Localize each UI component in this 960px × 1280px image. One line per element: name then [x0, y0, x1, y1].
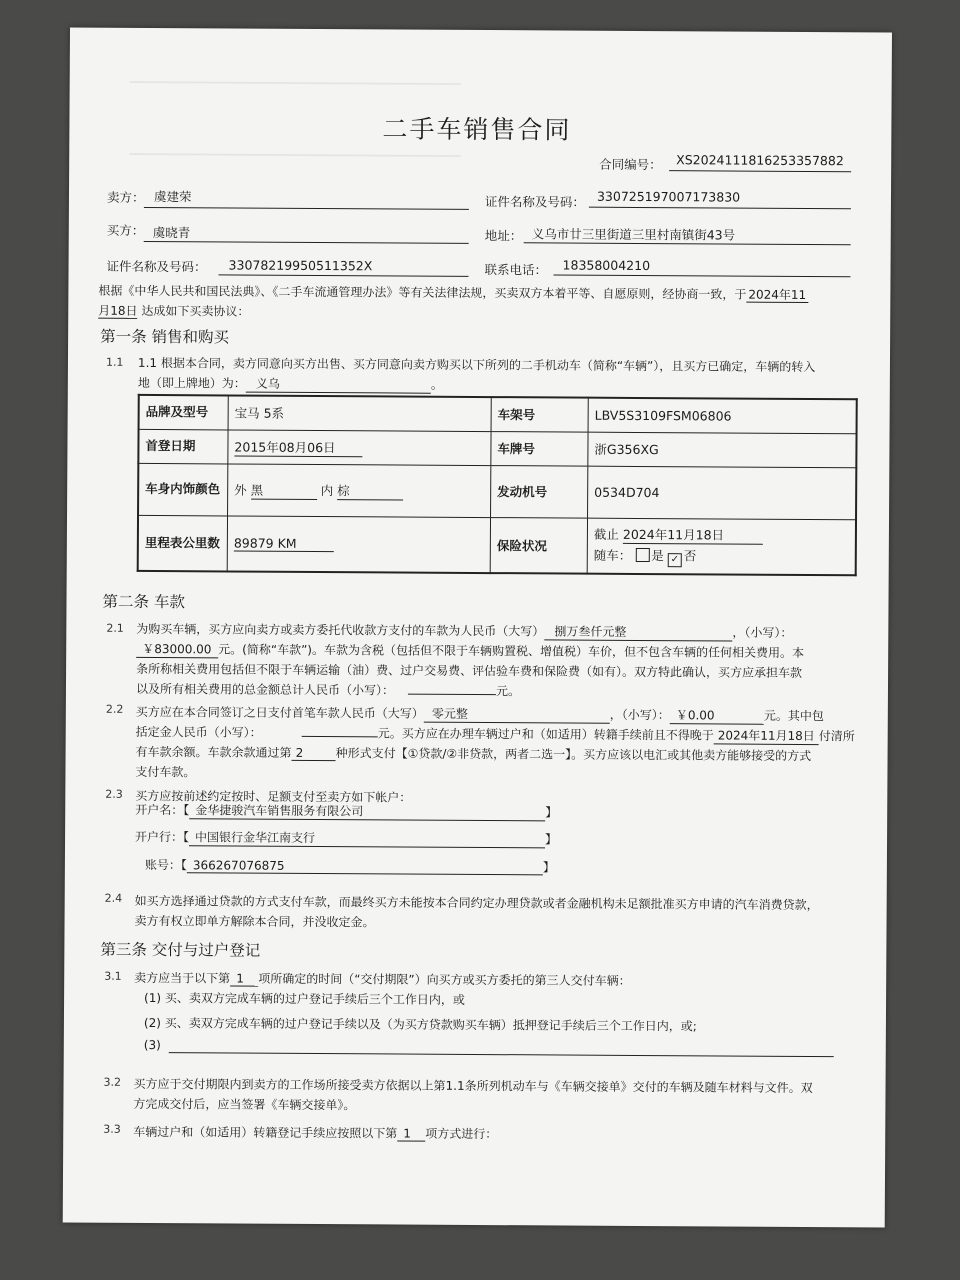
bleed-through: ━━━━━━━━━━━━━━━━━━━━━━━━━━━━━━━━━━━━━━━━━━━━━━━━━━ — [129, 147, 461, 163]
seller-id-underline — [589, 207, 851, 210]
intro-text-2: 月18日 达成如下买卖协议： — [98, 303, 250, 319]
account-name: 金华捷骏汽车销售服务有限公司 — [189, 801, 545, 821]
article-1-title: 第一条 销售和购买 — [100, 327, 230, 347]
clause-3-1-item2: (2) 买、卖双方完成车辆的过户登记手续以及（为买方贷款购买车辆）抵押登记手续后三个工作日内，或; — [143, 1015, 697, 1034]
interior-prefix: 内 — [320, 482, 334, 498]
seller-id-label: 证件名称及号码： — [484, 194, 586, 210]
contract-no-label: 合同编号： — [599, 156, 662, 173]
engine-label: 发动机号 — [491, 465, 588, 518]
brand-label: 品牌及型号 — [139, 395, 229, 430]
clause-3-3-line1: 车辆过户和（如适用）转籍登记手续应按照以下第 1 项方式进行： — [133, 1124, 498, 1142]
clause-2-2-line4: 支付车款。 — [135, 764, 196, 780]
buyer-name: 虞晓青 — [152, 224, 191, 241]
price-in-figures: ￥83000.00 — [136, 640, 218, 659]
no-label: 否 — [683, 547, 697, 564]
clause-3-1-item3: (3) — [143, 1037, 161, 1053]
plate-value: 浙G356XG — [588, 432, 857, 468]
earnest-money-blank[interactable] — [302, 736, 378, 737]
account-bank: 中国银行金华江南支行 — [189, 828, 545, 848]
clause-1-1-number: 1.1 — [105, 355, 124, 369]
interior-color: 棕 — [337, 481, 403, 500]
contract-no: XS2024111816253357882 — [676, 152, 844, 169]
mileage-label: 里程表公里数 — [138, 515, 228, 572]
yes-label: 是 — [651, 547, 664, 563]
mileage-cell — [227, 515, 490, 573]
exterior-color: 黑 — [251, 480, 317, 499]
intro-date-year: 2024年11 — [746, 288, 808, 303]
intro-text: 根据《中华人民共和国民法典》、《二手车流通管理办法》等有关法律法规，买卖双方本着平等、自愿原则，经协商一致，于 2024年11 — [98, 283, 807, 302]
engine-value: 0534D704 — [588, 466, 857, 520]
exterior-prefix: 外 — [234, 482, 247, 498]
document-title: 二手车销售合同 — [382, 114, 572, 145]
transfer-method-choice: 1 — [397, 1127, 425, 1142]
clause-2-4-line2: 卖方有权立即单方解除本合同，并没收定金。 — [134, 913, 375, 930]
contract-page — [63, 27, 892, 1227]
ins-with: 随车： — [593, 547, 632, 563]
clause-2-4-number: 2.4 — [104, 891, 123, 905]
first-reg-label: 首登日期 — [138, 429, 228, 464]
vin-value: LBV5S3109FSM06806 — [588, 398, 857, 434]
clause-2-2-line3: 有车款余额。车款余款通过第 2 种形式支付【①贷款/②非贷款，两者二选一】。买方应该以电汇或其他卖方能够接受的方式 — [135, 744, 812, 764]
insurance-cell — [587, 518, 856, 576]
payoff-date: 2024年11月18日 — [714, 726, 819, 745]
buyer-id-underline — [218, 274, 468, 277]
table-row — [138, 429, 856, 467]
clause-2-1-line4: 以及所有相关费用的总金额总计人民币（小写）： 元。 — [135, 681, 521, 699]
price-in-words: 捌万叁仟元整 — [544, 622, 732, 641]
account-name-row: 开户名：【 金华捷骏汽车销售服务有限公司 】 — [135, 802, 558, 820]
table-row — [138, 515, 856, 575]
phone-label: 联系电话： — [484, 262, 548, 278]
color-label: 车身内饰颜色 — [138, 463, 228, 516]
ins-date: 2024年11月18日 — [623, 525, 763, 545]
clause-2-1-line2: ￥83000.00 元。(简称“车款”)。车款为含税（包括但不限于车辆购置税、增值税）车价，但不包含车辆的任何相关费用。本 — [136, 640, 804, 662]
table-row — [139, 395, 857, 433]
clause-2-2-number: 2.2 — [105, 702, 124, 716]
account-number-row: 账号：【 366267076875 】 — [144, 857, 555, 875]
bleed-through: ━━━━━━━━━━━━━━━━━━━━━━━━━━━━━━━━━━━━━━━━━━━━━━━━━━ — [129, 75, 461, 91]
mileage-value: 89879 KM — [234, 535, 334, 552]
transfer-place: 义乌 — [246, 375, 431, 394]
first-reg-value: 2015年08月06日 — [234, 437, 362, 457]
article-2-title: 第二条 车款 — [102, 592, 185, 612]
intro-date-day: 月18日 — [98, 303, 138, 318]
phone-underline — [554, 274, 851, 277]
clause-3-2-line1: 买方应于交付期限内到卖方的工作场所接受卖方依据以上第1.1条所列机动车与《车辆交接单》交付的车辆及随车材料与文件。双 — [133, 1076, 813, 1096]
address: 义乌市廿三里街道三里村南镇街43号 — [531, 226, 736, 243]
clause-2-3-line1: 买方应按前述约定按时、足额支付至卖方如下帐户： — [135, 788, 412, 805]
deposit-in-figures: ￥0.00 — [670, 706, 764, 725]
color-cell — [228, 463, 491, 517]
clause-2-3-number: 2.3 — [105, 787, 123, 801]
clause-3-1-item3-blank[interactable] — [169, 1052, 834, 1057]
buyer-underline — [144, 241, 469, 244]
article-3-title: 第三条 交付与过户登记 — [100, 940, 261, 960]
insurance-label: 保险状况 — [490, 517, 587, 574]
total-amount-blank[interactable] — [408, 694, 496, 696]
plate-label: 车牌号 — [491, 431, 588, 466]
delivery-choice: 1 — [230, 971, 258, 986]
buyer-id: 33078219950511352X — [228, 257, 373, 274]
clause-2-1-number: 2.1 — [106, 621, 124, 635]
vin-label: 车架号 — [491, 397, 588, 432]
deposit-in-words: 零元整 — [424, 705, 610, 724]
yes-checkbox[interactable] — [635, 548, 649, 562]
vehicle-info-table — [137, 394, 858, 576]
table-row — [138, 463, 856, 519]
clause-1-1-line2: 地（即上牌地）为： 义乌 。 — [137, 375, 443, 392]
phone: 18358004210 — [562, 257, 651, 274]
clause-2-1-line3: 条所称相关费用包括但不限于车辆运输（油）费、过户交易费、评估验车费和保险费（如有）。双方特此确认，买方应承担车款 — [136, 661, 803, 680]
clause-2-2-line1: 买方应在本合同签订之日支付首笔车款人民币（大写） 零元整 ，（小写）： ￥0.00 元。其中包 — [135, 704, 824, 724]
clause-3-1-item1: (1) 买、卖双方完成车辆的过户登记手续后三个工作日内，或 — [144, 990, 465, 1007]
address-label: 地址： — [484, 228, 523, 244]
first-reg-cell — [228, 429, 491, 465]
buyer-id-label: 证件名称及号码： — [106, 258, 207, 275]
payment-method-choice: 2 — [292, 746, 336, 761]
account-bank-row: 开户行：【 中国银行金华江南支行 】 — [135, 829, 558, 847]
address-underline — [524, 242, 851, 245]
clause-2-4-line1: 如买方选择通过贷款的方式支付车款，而最终买方未能按本合同约定办理贷款或者金融机构未足额批准买方申请的汽车消费贷款， — [134, 893, 819, 913]
clause-3-3-number: 3.3 — [103, 1122, 121, 1136]
seller-label: 卖方： — [106, 189, 145, 205]
clause-3-1-number: 3.1 — [104, 969, 122, 983]
brand-value: 宝马 5系 — [228, 395, 491, 431]
no-checkbox-checked[interactable]: ✓ — [668, 553, 682, 567]
clause-3-1-line1: 卖方应当于以下第 1 项所确定的时间（“交付期限”）向买方或买方委托的第三人交付车辆： — [134, 970, 631, 988]
clause-3-2-line2: 方完成交付后，应当签署《车辆交接单》。 — [133, 1096, 356, 1113]
seller-name: 虞建荣 — [153, 189, 192, 205]
buyer-label: 买方： — [106, 222, 145, 238]
clause-2-1-line1: 为购买车辆，买方应向卖方或卖方委托代收款方支付的车款为人民币（大写） 捌万叁仟元整 ，（小写）： — [136, 621, 793, 640]
contract-no-underline — [669, 170, 851, 172]
clause-3-2-number: 3.2 — [103, 1075, 122, 1089]
account-number: 366267076875 — [187, 858, 543, 875]
seller-id: 330725197007173830 — [596, 188, 741, 205]
clause-2-2-line2: 括定金人民币（小写）： 元。买方应在办理车辆过户和（如适用）转籍手续前且不得晚于 2024年11月18日 付清所 — [135, 724, 855, 744]
clause-1-1-line1: 1.1 根据本合同，卖方同意向买方出售、买方同意向卖方购买以下所列的二手机动车（简称“车辆”），且买方已确定，车辆的转入 — [137, 355, 816, 375]
ins-until: 截止 — [593, 526, 619, 542]
seller-underline — [144, 207, 469, 210]
